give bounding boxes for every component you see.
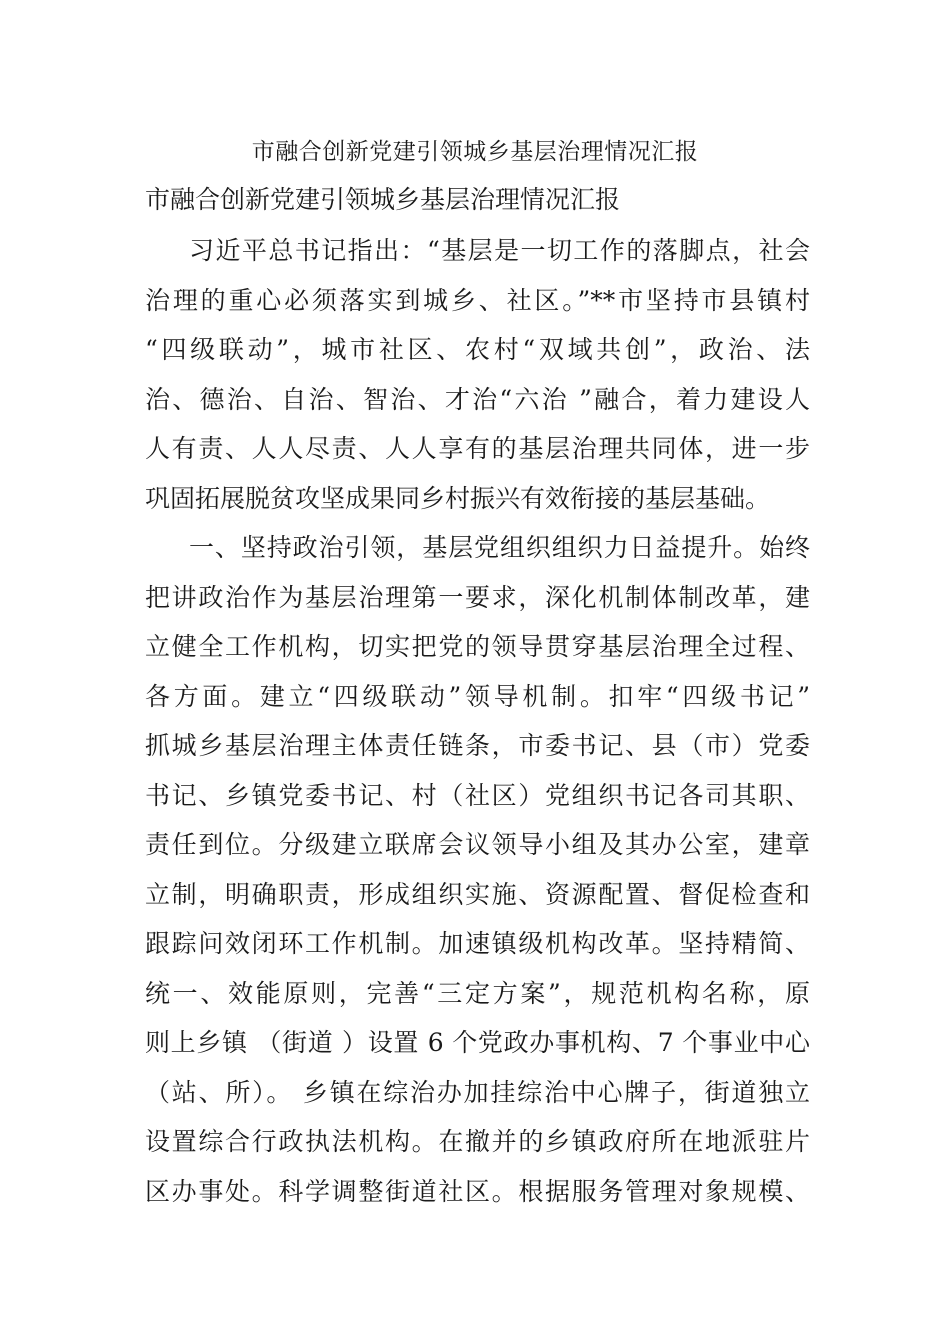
paragraph-line: 把讲政治作为基层治理第一要求，深化机制体制改革，建 (145, 582, 810, 612)
paragraph-line: 抓城乡基层治理主体责任链条，市委书记、县（市）党委 (145, 731, 810, 760)
paragraph-line: 统一、效能原则，完善“三定方案”，规范机构名称，原 (145, 978, 810, 1008)
paragraph-line: 治理的重心必须落实到城乡、社区。”**市坚持市县镇村 (145, 285, 810, 315)
paragraph-line: （站、所）。 乡镇在综治办加挂综治中心牌子，街道独立 (145, 1077, 810, 1107)
paragraph-line: 则上乡镇 （街道 ）设置 6 个党政办事机构、7 个事业中心 (145, 1028, 810, 1057)
paragraph-line: 跟踪问效闭环工作机制。加速镇级机构改革。坚持精简、 (145, 929, 810, 958)
paragraph-line: “四级联动”，城市社区、农村“双域共创”，政治、法 (145, 335, 810, 364)
paragraph-line: 区办事处。科学调整街道社区。根据服务管理对象规模、 (145, 1176, 810, 1206)
document-title: 市融合创新党建引领城乡基层治理情况汇报 (251, 139, 699, 165)
paragraph-line: 习近平总书记指出：“基层是一切工作的落脚点，社会 (189, 236, 810, 265)
paragraph-line: 巩固拓展脱贫攻坚成果同乡村振兴有效衔接的基层基础。 (145, 483, 771, 513)
paragraph-line: 人有责、人人尽责、人人享有的基层治理共同体，进一步 (145, 434, 810, 463)
paragraph-line: 责任到位。分级建立联席会议领导小组及其办公室，建章 (145, 830, 810, 859)
document-body (145, 226, 810, 1216)
document-subtitle: 市融合创新党建引领城乡基层治理情况汇报 (145, 185, 621, 214)
paragraph-line: 各方面。建立“四级联动”领导机制。扣牢“四级书记” (145, 681, 810, 711)
paragraph-line: 书记、乡镇党委书记、村（社区）党组织书记各司其职、 (145, 780, 810, 810)
paragraph-line: 治、德治、自治、智治、才治“六治 ”融合，着力建设人 (145, 384, 810, 414)
paragraph-line: 立制，明确职责，形成组织实施、资源配置、督促检查和 (145, 879, 810, 909)
paragraph-line: 立健全工作机构，切实把党的领导贯穿基层治理全过程、 (145, 632, 810, 661)
paragraph-line: 设置综合行政执法机构。在撤并的乡镇政府所在地派驻片 (145, 1127, 810, 1156)
paragraph-line: 一、坚持政治引领，基层党组织组织力日益提升。始终 (189, 533, 810, 562)
